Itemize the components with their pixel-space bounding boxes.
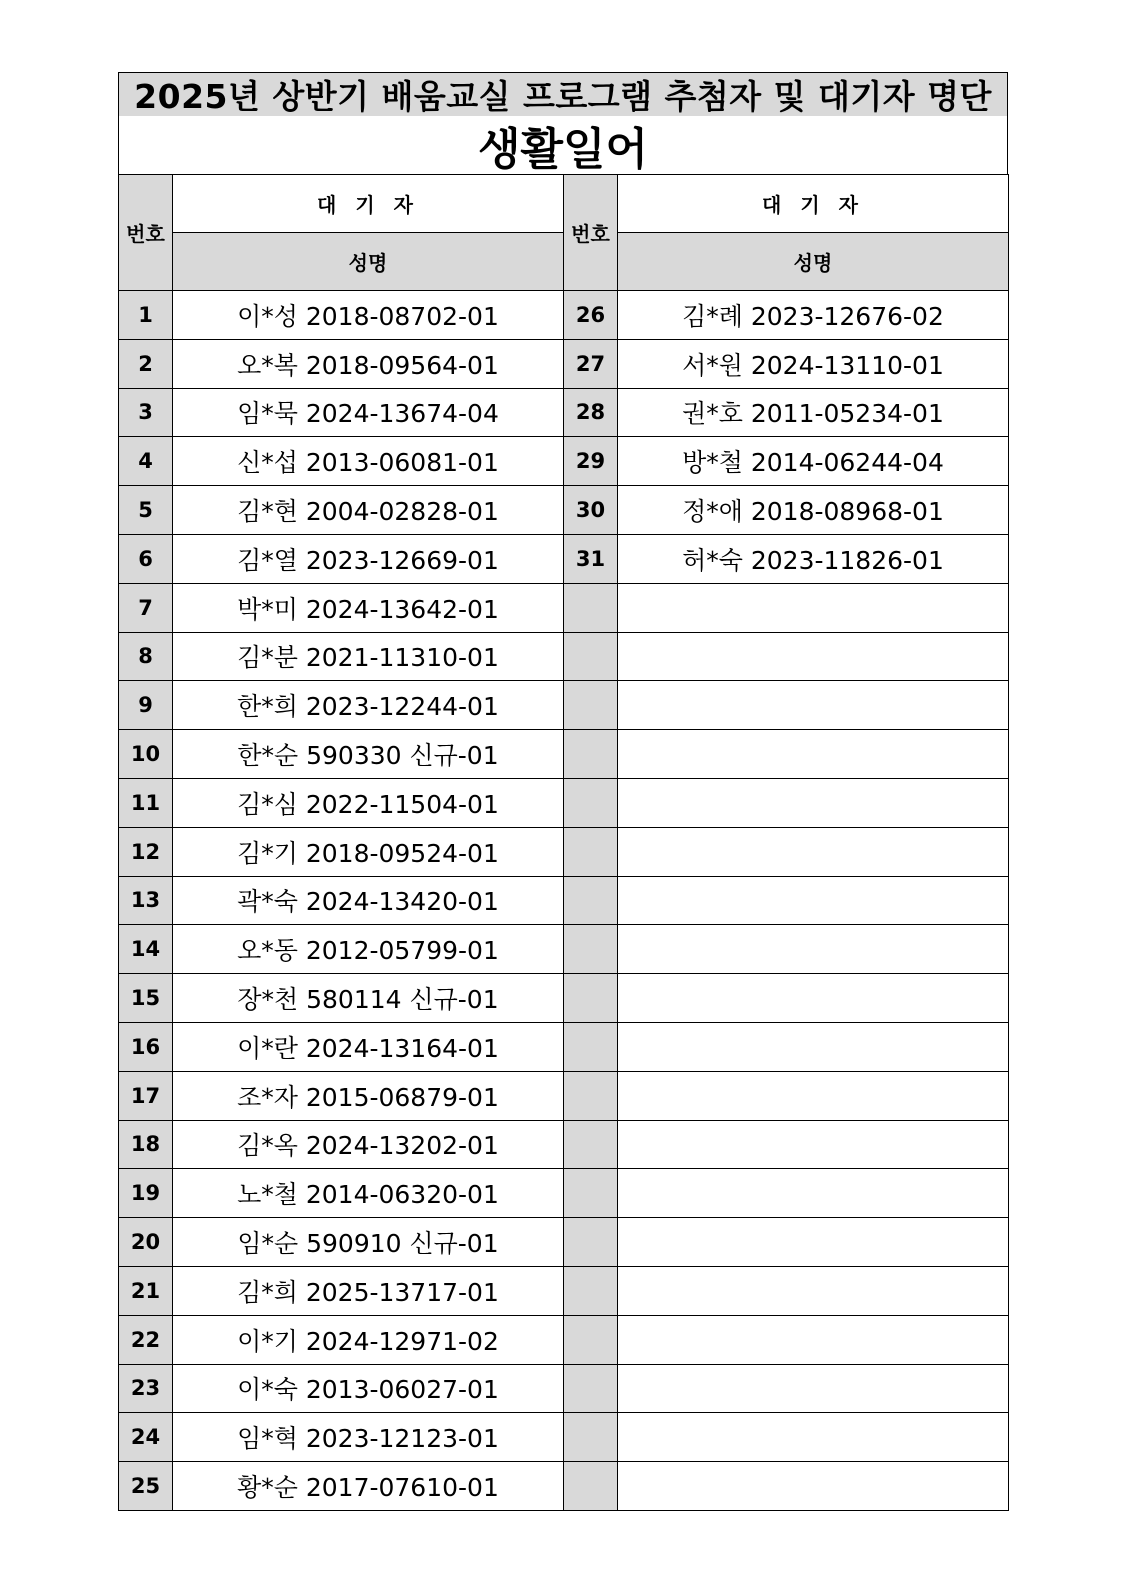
entry-name-right: 김*례 2023-12676-02 [618, 291, 1009, 340]
row-number-right [564, 1169, 618, 1218]
table-row [119, 1120, 1009, 1169]
table-row [119, 583, 1009, 632]
entry-name-left: 오*복 2018-09564-01 [173, 339, 564, 388]
entry-name-left: 박*미 2024-13642-01 [173, 583, 564, 632]
table-row [119, 778, 1009, 827]
row-number-right: 31 [564, 534, 618, 583]
row-number-left: 5 [119, 486, 173, 535]
entry-name-left: 오*동 2012-05799-01 [173, 925, 564, 974]
name-header-right: 성명 [618, 233, 1009, 291]
name-header-left: 성명 [173, 233, 564, 291]
table-row [119, 681, 1009, 730]
waitlist-table [118, 174, 1009, 1511]
row-number-right [564, 1413, 618, 1462]
row-number-right [564, 730, 618, 779]
row-number-right [564, 974, 618, 1023]
number-header-left: 번호 [119, 175, 173, 291]
entry-name-left: 김*기 2018-09524-01 [173, 827, 564, 876]
entry-name-left: 임*혁 2023-12123-01 [173, 1413, 564, 1462]
row-number-left: 19 [119, 1169, 173, 1218]
entry-name-right [618, 925, 1009, 974]
row-number-left: 18 [119, 1120, 173, 1169]
table-row [119, 1218, 1009, 1267]
table-row [119, 974, 1009, 1023]
table-row [119, 486, 1009, 535]
row-number-right: 30 [564, 486, 618, 535]
table-row [119, 291, 1009, 340]
table-row [119, 827, 1009, 876]
row-number-left: 25 [119, 1462, 173, 1511]
row-number-left: 1 [119, 291, 173, 340]
entry-name-right [618, 681, 1009, 730]
entry-name-left: 김*심 2022-11504-01 [173, 778, 564, 827]
entry-name-left: 임*묵 2024-13674-04 [173, 388, 564, 437]
row-number-right [564, 583, 618, 632]
table-row [119, 1169, 1009, 1218]
row-number-right [564, 778, 618, 827]
row-number-right: 29 [564, 437, 618, 486]
waitlist-header-left: 대 기 자 [173, 175, 564, 233]
row-number-left: 17 [119, 1071, 173, 1120]
row-number-left: 22 [119, 1315, 173, 1364]
row-number-left: 24 [119, 1413, 173, 1462]
row-number-right [564, 1120, 618, 1169]
row-number-right [564, 1315, 618, 1364]
row-number-right [564, 827, 618, 876]
entry-name-right [618, 1071, 1009, 1120]
entry-name-right [618, 1218, 1009, 1267]
entry-name-right [618, 974, 1009, 1023]
row-number-left: 6 [119, 534, 173, 583]
table-row [119, 1364, 1009, 1413]
entry-name-right [618, 1120, 1009, 1169]
entry-name-right [618, 778, 1009, 827]
row-number-left: 16 [119, 1022, 173, 1071]
entry-name-right: 허*숙 2023-11826-01 [618, 534, 1009, 583]
row-number-right [564, 876, 618, 925]
table-row [119, 632, 1009, 681]
row-number-left: 12 [119, 827, 173, 876]
waitlist-header-right: 대 기 자 [618, 175, 1009, 233]
entry-name-left: 노*철 2014-06320-01 [173, 1169, 564, 1218]
entry-name-left: 조*자 2015-06879-01 [173, 1071, 564, 1120]
table-row [119, 730, 1009, 779]
row-number-left: 9 [119, 681, 173, 730]
entry-name-left: 신*섭 2013-06081-01 [173, 437, 564, 486]
table-row [119, 388, 1009, 437]
entry-name-left: 임*순 590910 신규-01 [173, 1218, 564, 1267]
row-number-right [564, 1022, 618, 1071]
entry-name-right [618, 876, 1009, 925]
row-number-right: 28 [564, 388, 618, 437]
entry-name-left: 이*숙 2013-06027-01 [173, 1364, 564, 1413]
row-number-left: 13 [119, 876, 173, 925]
table-row [119, 1022, 1009, 1071]
roster-sheet [118, 72, 1008, 1511]
entry-name-left: 김*열 2023-12669-01 [173, 534, 564, 583]
entry-name-right: 권*호 2011-05234-01 [618, 388, 1009, 437]
entry-name-left: 김*분 2021-11310-01 [173, 632, 564, 681]
row-number-right [564, 1266, 618, 1315]
entry-name-right [618, 827, 1009, 876]
entry-name-right [618, 730, 1009, 779]
row-number-right [564, 681, 618, 730]
row-number-right [564, 1218, 618, 1267]
row-number-left: 2 [119, 339, 173, 388]
row-number-left: 3 [119, 388, 173, 437]
entry-name-left: 이*성 2018-08702-01 [173, 291, 564, 340]
row-number-left: 11 [119, 778, 173, 827]
entry-name-right [618, 1364, 1009, 1413]
entry-name-right [618, 1462, 1009, 1511]
row-number-right [564, 925, 618, 974]
table-row [119, 1266, 1009, 1315]
row-number-right [564, 1462, 618, 1511]
table-body [119, 291, 1009, 1511]
entry-name-right [618, 1413, 1009, 1462]
entry-name-right [618, 1266, 1009, 1315]
entry-name-left: 이*기 2024-12971-02 [173, 1315, 564, 1364]
entry-name-right: 서*원 2024-13110-01 [618, 339, 1009, 388]
table-row [119, 876, 1009, 925]
row-number-left: 14 [119, 925, 173, 974]
document-title: 2025년 상반기 배움교실 프로그램 추첨자 및 대기자 명단 [118, 72, 1008, 116]
row-number-left: 15 [119, 974, 173, 1023]
entry-name-right [618, 1169, 1009, 1218]
table-row [119, 534, 1009, 583]
row-number-left: 23 [119, 1364, 173, 1413]
entry-name-left: 이*란 2024-13164-01 [173, 1022, 564, 1071]
row-number-right: 26 [564, 291, 618, 340]
entry-name-left: 곽*숙 2024-13420-01 [173, 876, 564, 925]
table-row [119, 1413, 1009, 1462]
entry-name-right: 정*애 2018-08968-01 [618, 486, 1009, 535]
row-number-left: 10 [119, 730, 173, 779]
entry-name-right [618, 583, 1009, 632]
table-row [119, 339, 1009, 388]
entry-name-left: 김*옥 2024-13202-01 [173, 1120, 564, 1169]
entry-name-right [618, 1022, 1009, 1071]
row-number-right [564, 1071, 618, 1120]
row-number-left: 7 [119, 583, 173, 632]
entry-name-right: 방*철 2014-06244-04 [618, 437, 1009, 486]
row-number-left: 4 [119, 437, 173, 486]
table-row [119, 1071, 1009, 1120]
row-number-right: 27 [564, 339, 618, 388]
table-row [119, 925, 1009, 974]
row-number-right [564, 632, 618, 681]
row-number-left: 21 [119, 1266, 173, 1315]
class-name: 생활일어 [118, 116, 1008, 174]
number-header-right: 번호 [564, 175, 618, 291]
entry-name-left: 한*순 590330 신규-01 [173, 730, 564, 779]
table-row [119, 437, 1009, 486]
row-number-right [564, 1364, 618, 1413]
entry-name-left: 김*희 2025-13717-01 [173, 1266, 564, 1315]
entry-name-left: 장*천 580114 신규-01 [173, 974, 564, 1023]
table-row [119, 1315, 1009, 1364]
entry-name-left: 황*순 2017-07610-01 [173, 1462, 564, 1511]
row-number-left: 20 [119, 1218, 173, 1267]
entry-name-right [618, 632, 1009, 681]
entry-name-right [618, 1315, 1009, 1364]
table-row [119, 1462, 1009, 1511]
entry-name-left: 한*희 2023-12244-01 [173, 681, 564, 730]
entry-name-left: 김*현 2004-02828-01 [173, 486, 564, 535]
row-number-left: 8 [119, 632, 173, 681]
